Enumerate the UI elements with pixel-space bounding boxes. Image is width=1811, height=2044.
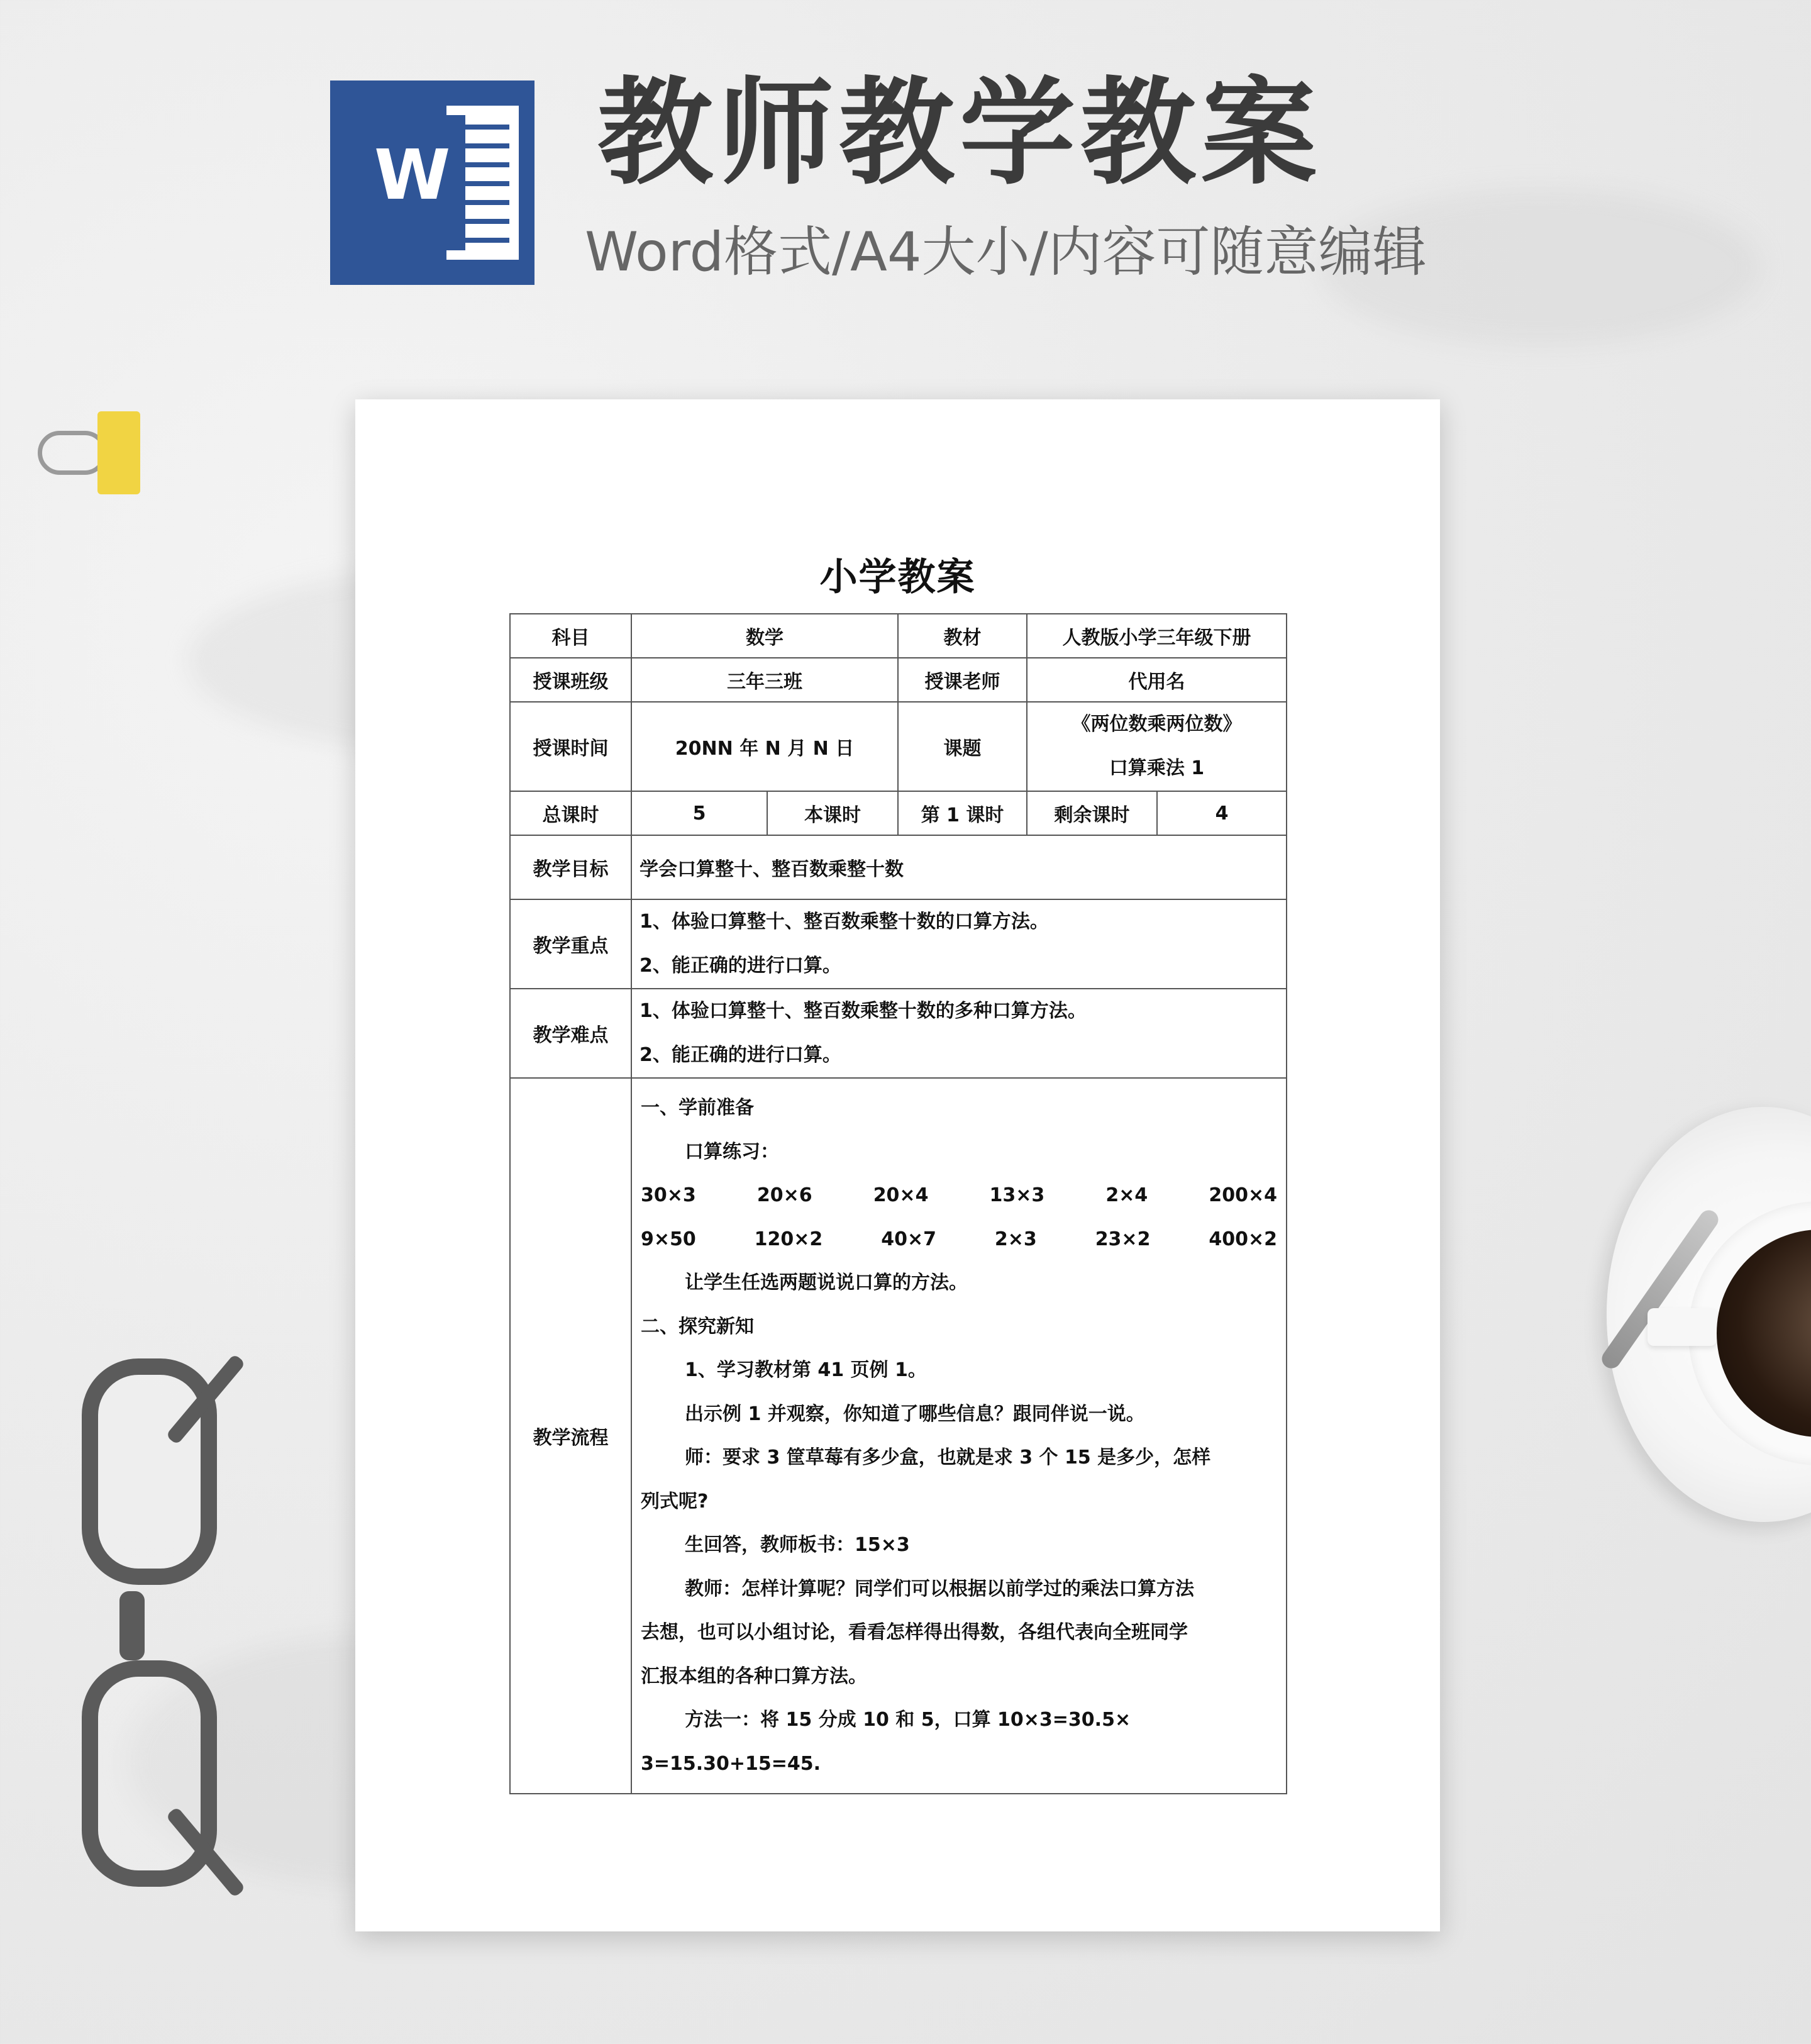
process-line: 去想，也可以小组讨论，看看怎样得出得数，各组代表向全班同学 (641, 1621, 1188, 1643)
table-row (510, 702, 1287, 791)
calc-item: 20×6 (756, 1184, 812, 1206)
time-value: 20NN 年 N 月 N 日 (631, 702, 898, 791)
calc-item: 20×4 (873, 1184, 929, 1206)
textbook-value: 人教版小学三年级下册 (1027, 614, 1287, 658)
document-page (355, 399, 1440, 1931)
glasses-icon (69, 1352, 258, 1893)
page-subtitle: Word格式/A4大小/内容可随意编辑 (585, 221, 1427, 284)
focus-item-1: 1、体验口算整十、整百数乘整十数的口算方法。 (640, 911, 1049, 933)
calc-item: 9×50 (641, 1228, 696, 1250)
calc-item: 400×2 (1209, 1228, 1277, 1250)
teacher-value: 代用名 (1027, 658, 1287, 702)
process-line: 列式呢? (641, 1490, 709, 1513)
calc-item: 2×3 (994, 1228, 1037, 1250)
subject-value: 数学 (631, 614, 898, 658)
word-logo-letter: W (374, 135, 451, 215)
document-title: 小学教案 (819, 555, 976, 599)
subject-label: 科目 (510, 614, 631, 658)
topic-value (1027, 702, 1287, 791)
table-row (510, 899, 1287, 989)
total-hours-label: 总课时 (510, 791, 631, 835)
topic-line-1: 《两位数乘两位数》 (1072, 713, 1242, 735)
topic-label: 课题 (898, 702, 1027, 791)
class-label: 授课班级 (510, 658, 631, 702)
focus-item-2: 2、能正确的进行口算。 (640, 955, 841, 977)
process-line: 生回答，教师板书：15×3 (685, 1534, 910, 1556)
table-row (510, 658, 1287, 702)
goal-value: 学会口算整十、整百数乘整十数 (631, 835, 1287, 899)
calc-row-1 (641, 1174, 1277, 1218)
teacher-label: 授课老师 (898, 658, 1027, 702)
process-line: 教师：怎样计算呢？同学们可以根据以前学过的乘法口算方法 (685, 1577, 1194, 1600)
textbook-label: 教材 (898, 614, 1027, 658)
process-line: 3=15.30+15=45. (641, 1752, 821, 1775)
focus-label: 教学重点 (510, 899, 631, 989)
calc-item: 200×4 (1209, 1184, 1277, 1206)
difficulty-value (631, 989, 1287, 1078)
focus-value (631, 899, 1287, 989)
calc-row-2 (641, 1218, 1277, 1262)
topic-line-2: 口算乘法 1 (1109, 757, 1205, 779)
process-line: 口算练习： (685, 1140, 779, 1163)
current-hour-value: 第 1 课时 (898, 791, 1027, 835)
difficulty-label: 教学难点 (510, 989, 631, 1078)
process-line: 方法一：将 15 分成 10 和 5，口算 10×3=30.5× (685, 1709, 1131, 1731)
difficulty-item-1: 1、体验口算整十、整百数乘整十数的多种口算方法。 (640, 1000, 1087, 1022)
table-row (510, 614, 1287, 658)
process-line: 师：要求 3 筐草莓有多少盒，也就是求 3 个 15 是多少，怎样 (685, 1447, 1211, 1469)
class-value: 三年三班 (631, 658, 898, 702)
calc-item: 2×4 (1105, 1184, 1148, 1206)
remaining-hours-label: 剩余课时 (1027, 791, 1157, 835)
time-label: 授课时间 (510, 702, 631, 791)
process-content (631, 1078, 1287, 1794)
calc-item: 120×2 (754, 1228, 823, 1250)
process-line: 1、学习教材第 41 页例 1。 (685, 1359, 927, 1381)
process-section-2: 二、探究新知 (641, 1315, 754, 1338)
difficulty-item-2: 2、能正确的进行口算。 (640, 1044, 841, 1066)
coffee-cup-icon (1607, 1107, 1811, 1522)
table-row (510, 989, 1287, 1078)
binder-clip-icon (38, 409, 145, 497)
current-hour-label: 本课时 (767, 791, 898, 835)
table-row (510, 791, 1287, 835)
calc-item: 23×2 (1095, 1228, 1151, 1250)
calc-item: 30×3 (641, 1184, 696, 1206)
table-row (510, 1078, 1287, 1794)
table-row (510, 835, 1287, 899)
total-hours-value: 5 (631, 791, 767, 835)
process-line: 出示例 1 并观察，你知道了哪些信息？跟同伴说一说。 (685, 1402, 1145, 1425)
process-section-1: 一、学前准备 (641, 1097, 754, 1119)
calc-item: 13×3 (989, 1184, 1045, 1206)
process-line: 汇报本组的各种口算方法。 (641, 1665, 867, 1687)
word-logo-icon (330, 81, 534, 285)
page-title: 教师教学教案 (597, 66, 1322, 201)
remaining-hours-value: 4 (1157, 791, 1287, 835)
goal-label: 教学目标 (510, 835, 631, 899)
lesson-plan-table (509, 613, 1287, 1794)
calc-item: 40×7 (881, 1228, 936, 1250)
process-line: 让学生任选两题说说口算的方法。 (685, 1272, 968, 1294)
process-label: 教学流程 (510, 1078, 631, 1794)
